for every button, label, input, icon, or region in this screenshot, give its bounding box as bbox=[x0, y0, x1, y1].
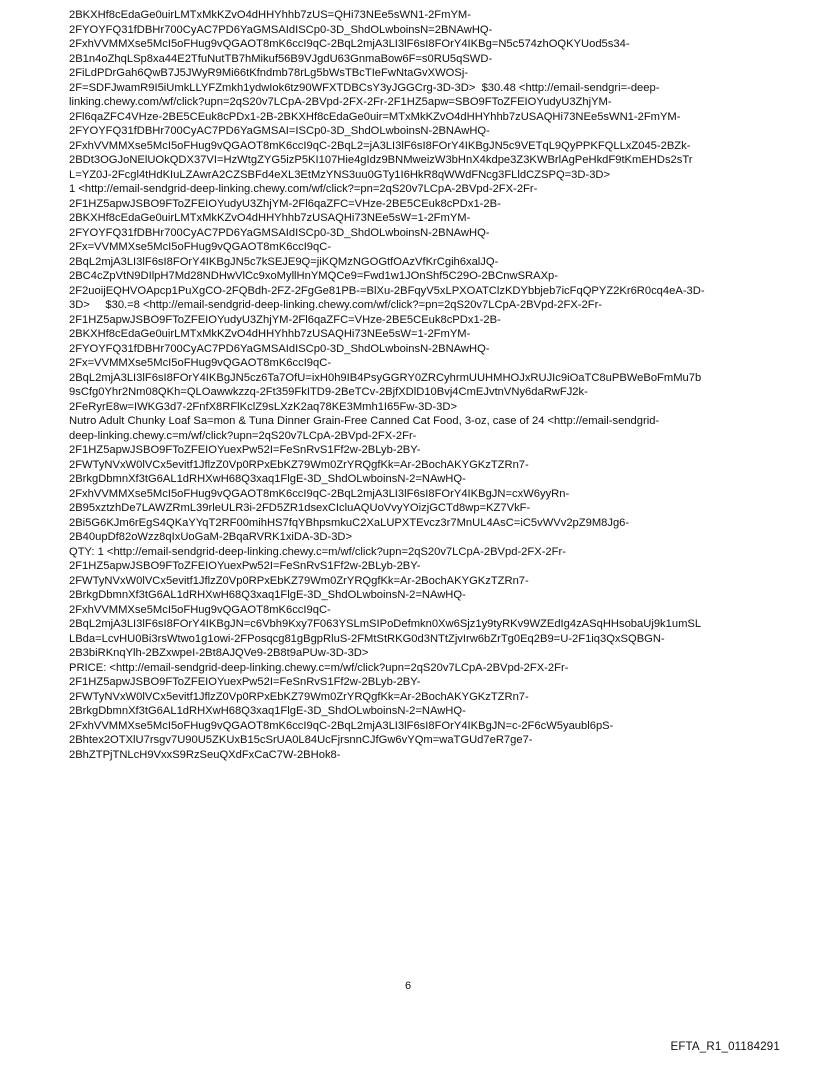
text-line: 2FxhVVMMXse5McI5oFHug9vQGAOT8mK6ccI9qC-2BqL2mjA3LI3lF6sI8FOrY4IKBgJN=cxW6yyRn- bbox=[69, 487, 570, 500]
text-line: 3D> $30.=8 <http://email-sendgrid-deep-linking.chewy.com/wf/click?=pn=2qS20v7LCpA-2BVpd-2FX-2Fr- bbox=[69, 299, 603, 311]
text-line: 2B40upDf82oWzz8qIxUoGaM-2BqaRVRK1xiDA-3D-3D> bbox=[69, 531, 353, 543]
text-line: 2F1HZ5apwJSBO9FToZFEIOYudyU3ZhjYM-2Fl6qaZFC=VHze-2BE5CEuk8cPDx1-2B- bbox=[69, 313, 501, 326]
document-id: EFTA_R1_01184291 bbox=[670, 1041, 780, 1053]
text-line: 2FWTyNVxW0lVCx5evitf1JflzZ0Vp0RPxEbKZ79Wm0ZrYRQgfKk=Ar-2BochAKYGKzTZRn7- bbox=[69, 690, 529, 703]
text-line: 2Fx=VVMMXse5McI5oFHug9vQGAOT8mK6ccI9qC- bbox=[69, 357, 332, 369]
text-line: 2F=SDFJwamR9I5iUmkLLYFZmkh1ydwIok6tz90WFXTDBCsY3yJGGCrg-3D-3D> $30.48 <http://email-sendgri=-deep- bbox=[69, 81, 660, 94]
text-line: 2BqL2mjA3LI3lF6sI8FOrY4IKBgJN5cz6Ta7OfU=ixH0h9IB4PsyGGRY0ZRCyhrmUUHMHOJxRUJIc9iOaTC8uPBWeBoFmMu7b bbox=[69, 371, 702, 384]
text-line: 2FxhVVMMXse5McI5oFHug9vQGAOT8mK6ccI9qC-2BqL2mjA3LI3lF6sI8FOrY4IKBgJN=c-2F6cW5yaubl6pS- bbox=[69, 719, 614, 732]
text-line: 2BrkgDbmnXf3tG6AL1dRHXwH68Q3xaq1FlgE-3D_ShdOLwboinsN-2=NAwHQ- bbox=[69, 473, 466, 485]
text-line: deep-linking.chewy.c=m/wf/click?upn=2qS20v7LCpA-2BVpd-2FX-2Fr- bbox=[69, 429, 417, 442]
text-line: 2BhZTPjTNLcH9VxxS9RzSeuQXdFxCaC7W-2BHok8- bbox=[69, 748, 341, 761]
text-line: QTY: 1 <http://email-sendgrid-deep-linking.chewy.c=m/wf/click?upn=2qS20v7LCpA-2BVpd-2FX-2Fr- bbox=[69, 545, 566, 558]
text-line: 2F1HZ5apwJSBO9FToZFEIOYuexPw52I=FeSnRvS1Ff2w-2BLyb-2BY- bbox=[69, 676, 421, 688]
text-line: 2B1n4oZhqLSp8xa44E2TfuNutTB7hMikuf56B9VJgdU63GnmaBow6F=s0RU5qSWD- bbox=[69, 52, 493, 65]
text-line: 2Bhtex2OTXlU7rsgv7U90U5ZKUxB15cSrUA0L84UcFjrsnnCJfGw6vYQm=waTGUd7eR7ge7- bbox=[69, 734, 533, 746]
page-number: 6 bbox=[404, 980, 412, 992]
text-line: 2FYOYFQ31fDBHr700CyAC7PD6YaGMSAIdISCp0-3D_ShdOLwboinsN-2BNAwHQ- bbox=[69, 342, 490, 355]
text-line: 2F1HZ5apwJSBO9FToZFEIOYuexPw52I=FeSnRvS1Ff2w-2BLyb-2BY- bbox=[69, 444, 421, 456]
text-line: 2FxhVVMMXse5McI5oFHug9vQGAOT8mK6ccI9qC-2BqL2=jA3LI3lF6sI8FOrY4IKBgJN5c9VETqL9QyPPKFQLLxZ045-2BZk- bbox=[69, 139, 691, 152]
text-line: LBda=LcvHU0Bi3rsWtwo1g1owi-2FPosqcg81gBgpRluS-2FMtStRKG0d3NTtZjvIrw6bZrTg0Eq2B9=U-2F1iq3QxSQBGN- bbox=[69, 632, 665, 645]
text-line: 2F1HZ5apwJSBO9FToZFEIOYuexPw52I=FeSnRvS1Ff2w-2BLyb-2BY- bbox=[69, 560, 421, 572]
text-line: 2FeRyrE8w=IWKG3d7-2FnfX8RFlKclZ9sLXzK2aq78KE3Mmh1I65Fw-3D-3D> bbox=[69, 400, 457, 413]
text-line: 2FWTyNVxW0lVCx5evitf1JflzZ0Vp0RPxEbKZ79Wm0ZrYRQgfKk=Ar-2BochAKYGKzTZRn7- bbox=[69, 574, 529, 587]
text-line: 2BDt3OGJoNElUOkQDX37VI=HzWtgZYG5izP5KI107Hie4gIdz9BNMweizW3bHnX4kdpe3Z3KWBrlAgPeHkdF9tKmEHDs2sTr bbox=[69, 154, 693, 166]
text-line: PRICE: <http://email-sendgrid-deep-linking.chewy.c=m/wf/click?upn=2qS20v7LCpA-2BVpd-2FX-2Fr- bbox=[69, 661, 569, 674]
text-line: 2FYOYFQ31fDBHr700CyAC7PD6YaGMSAIdISCp0-3D_ShdOLwboinsN=2BNAwHQ- bbox=[69, 23, 493, 36]
text-line: linking.chewy.com/wf/click?upn=2qS20v7LCpA-2BVpd-2FX-2Fr-2F1HZ5apw=SBO9FToZFEIOYudyU3ZhjYM- bbox=[69, 96, 612, 108]
text-line: 2Fx=VVMMXse5McI5oFHug9vQGAOT8mK6ccI9qC- bbox=[69, 241, 332, 253]
text-line: 2FYOYFQ31fDBHr700CyAC7PD6YaGMSAIdISCp0-3D_ShdOLwboinsN-2BNAwHQ- bbox=[69, 226, 490, 239]
text-line: 9sCfg0Yhr2Nm08QKh=QLOawwkzzq-2Ft359FkITD9-2BeTCv-2BjfXDlD10Bvj4CmEJvtnVNy6daRwFJ2k- bbox=[69, 386, 588, 398]
text-line: 2FYOYFQ31fDBHr700CyAC7PD6YaGMSAI=ISCp0-3D_ShdOLwboinsN-2BNAwHQ- bbox=[69, 125, 490, 137]
text-line: 2Fl6qaZFC4VHze-2BE5CEuk8cPDx1-2B-2BKXHf8cEdaGe0uir=MTxMkKZvO4dHHYhhb7zUSAQHi73NEe5sWN1-2FmYM- bbox=[69, 110, 681, 123]
text-line: 2BqL2mjA3LI3lF6sI8FOrY4IKBgJN5c7kSEJE9Q=jiKQMzNGOGtfOAzVfKrCgih6xalJQ- bbox=[69, 255, 499, 268]
text-line: Nutro Adult Chunky Loaf Sa=mon & Tuna Dinner Grain-Free Canned Cat Food, 3-oz, case of 24 <http://email-sendgrid- bbox=[69, 415, 660, 427]
text-line: 2BrkgDbmnXf3tG6AL1dRHXwH68Q3xaq1FlgE-3D_ShdOLwboinsN-2=NAwHQ- bbox=[69, 589, 466, 601]
text-line: 2BKXHf8cEdaGe0uirLMTxMkKZvO4dHHYhhb7zUSAQHi73NEe5sW=1-2FmYM- bbox=[69, 212, 471, 224]
text-line: 2BKXHf8cEdaGe0uirLMTxMkKZvO4dHHYhhb7zUSAQHi73NEe5sW=1-2FmYM- bbox=[69, 328, 471, 340]
text-line: 2Bi5G6KJm6rEgS4QKaYYqT2RF00mihHS7fqYBhpsmkuC2XaLUPXTEvcz3r7MnUL4AsC=iC5vWVv2pZ9M8Jg6- bbox=[69, 516, 630, 529]
text-line: 2F1HZ5apwJSBO9FToZFEIOYudyU3ZhjYM-2Fl6qaZFC=VHze-2BE5CEuk8cPDx1-2B- bbox=[69, 197, 501, 210]
text-line: 2B3biRKnqYlh-2BZxwpeI-2Bt8AJQVe9-2B8t9aPUw-3D-3D> bbox=[69, 647, 369, 659]
text-line: 1 <http://email-sendgrid-deep-linking.chewy.com/wf/click?=pn=2qS20v7LCpA-2BVpd-2FX-2Fr- bbox=[69, 183, 538, 195]
email-body-text bbox=[69, 8, 779, 762]
text-line: 2B95xztzhDe7LAWZRmL39rleULR3i-2FD5ZR1dsexCIcluAQUoVvyYOizjGCTd8wp=KZ7VkF- bbox=[69, 502, 531, 514]
text-line: 2FxhVVMMXse5McI5oFHug9vQGAOT8mK6ccI9qC-2BqL2mjA3LI3lF6sI8FOrY4IKBg=N5c574zhOQKYUod5s34- bbox=[69, 38, 630, 50]
text-line: 2BqL2mjA3LI3lF6sI8FOrY4IKBgJN=c6Vbh9Kxy7F063YSLmSIPoDefmkn0Xw6Sjz1y9tyRKv9WZEdIg4zASqHHsobaUj9k1umSL bbox=[69, 618, 702, 630]
text-line: 2FiLdPDrGah6QwB7J5JWyR9Mi66tKfndmb78rLg5bWsTBcTIeFwNtaGvXWOSj- bbox=[69, 67, 469, 79]
text-line: 2F2uoijEQHVOApcp1PuXgCO-2FQBdh-2FZ-2FgGe81PB-=BlXu-2BFqyV5xLPXOATClzKDYbbjeb7icFqQPYZ2Kr6R0cq4eA-3D- bbox=[69, 284, 705, 297]
text-line: L=YZ0J-2Fcgl4tHdKIuLZAwrA2CZSBFd4eXL3EtMzYNS3uu0GTy1I6HkR8qWWdFNcg3FLldCZSPQ=3D-3D> bbox=[69, 168, 611, 181]
text-line: 2BC4cZpVtN9DIlpH7Md28NDHwVlCc9xoMyllHnYMQCe9=Fwd1w1JOnShf5C29O-2BCnwSRAXp- bbox=[69, 270, 559, 282]
text-line: 2BrkgDbmnXf3tG6AL1dRHXwH68Q3xaq1FlgE-3D_ShdOLwboinsN-2=NAwHQ- bbox=[69, 705, 466, 717]
text-line: 2BKXHf8cEdaGe0uirLMTxMkKZvO4dHHYhhb7zUS=QHi73NEe5sWN1-2FmYM- bbox=[69, 9, 471, 21]
text-line: 2FWTyNVxW0lVCx5evitf1JflzZ0Vp0RPxEbKZ79Wm0ZrYRQgfKk=Ar-2BochAKYGKzTZRn7- bbox=[69, 458, 529, 471]
text-line: 2FxhVVMMXse5McI5oFHug9vQGAOT8mK6ccI9qC- bbox=[69, 603, 331, 616]
